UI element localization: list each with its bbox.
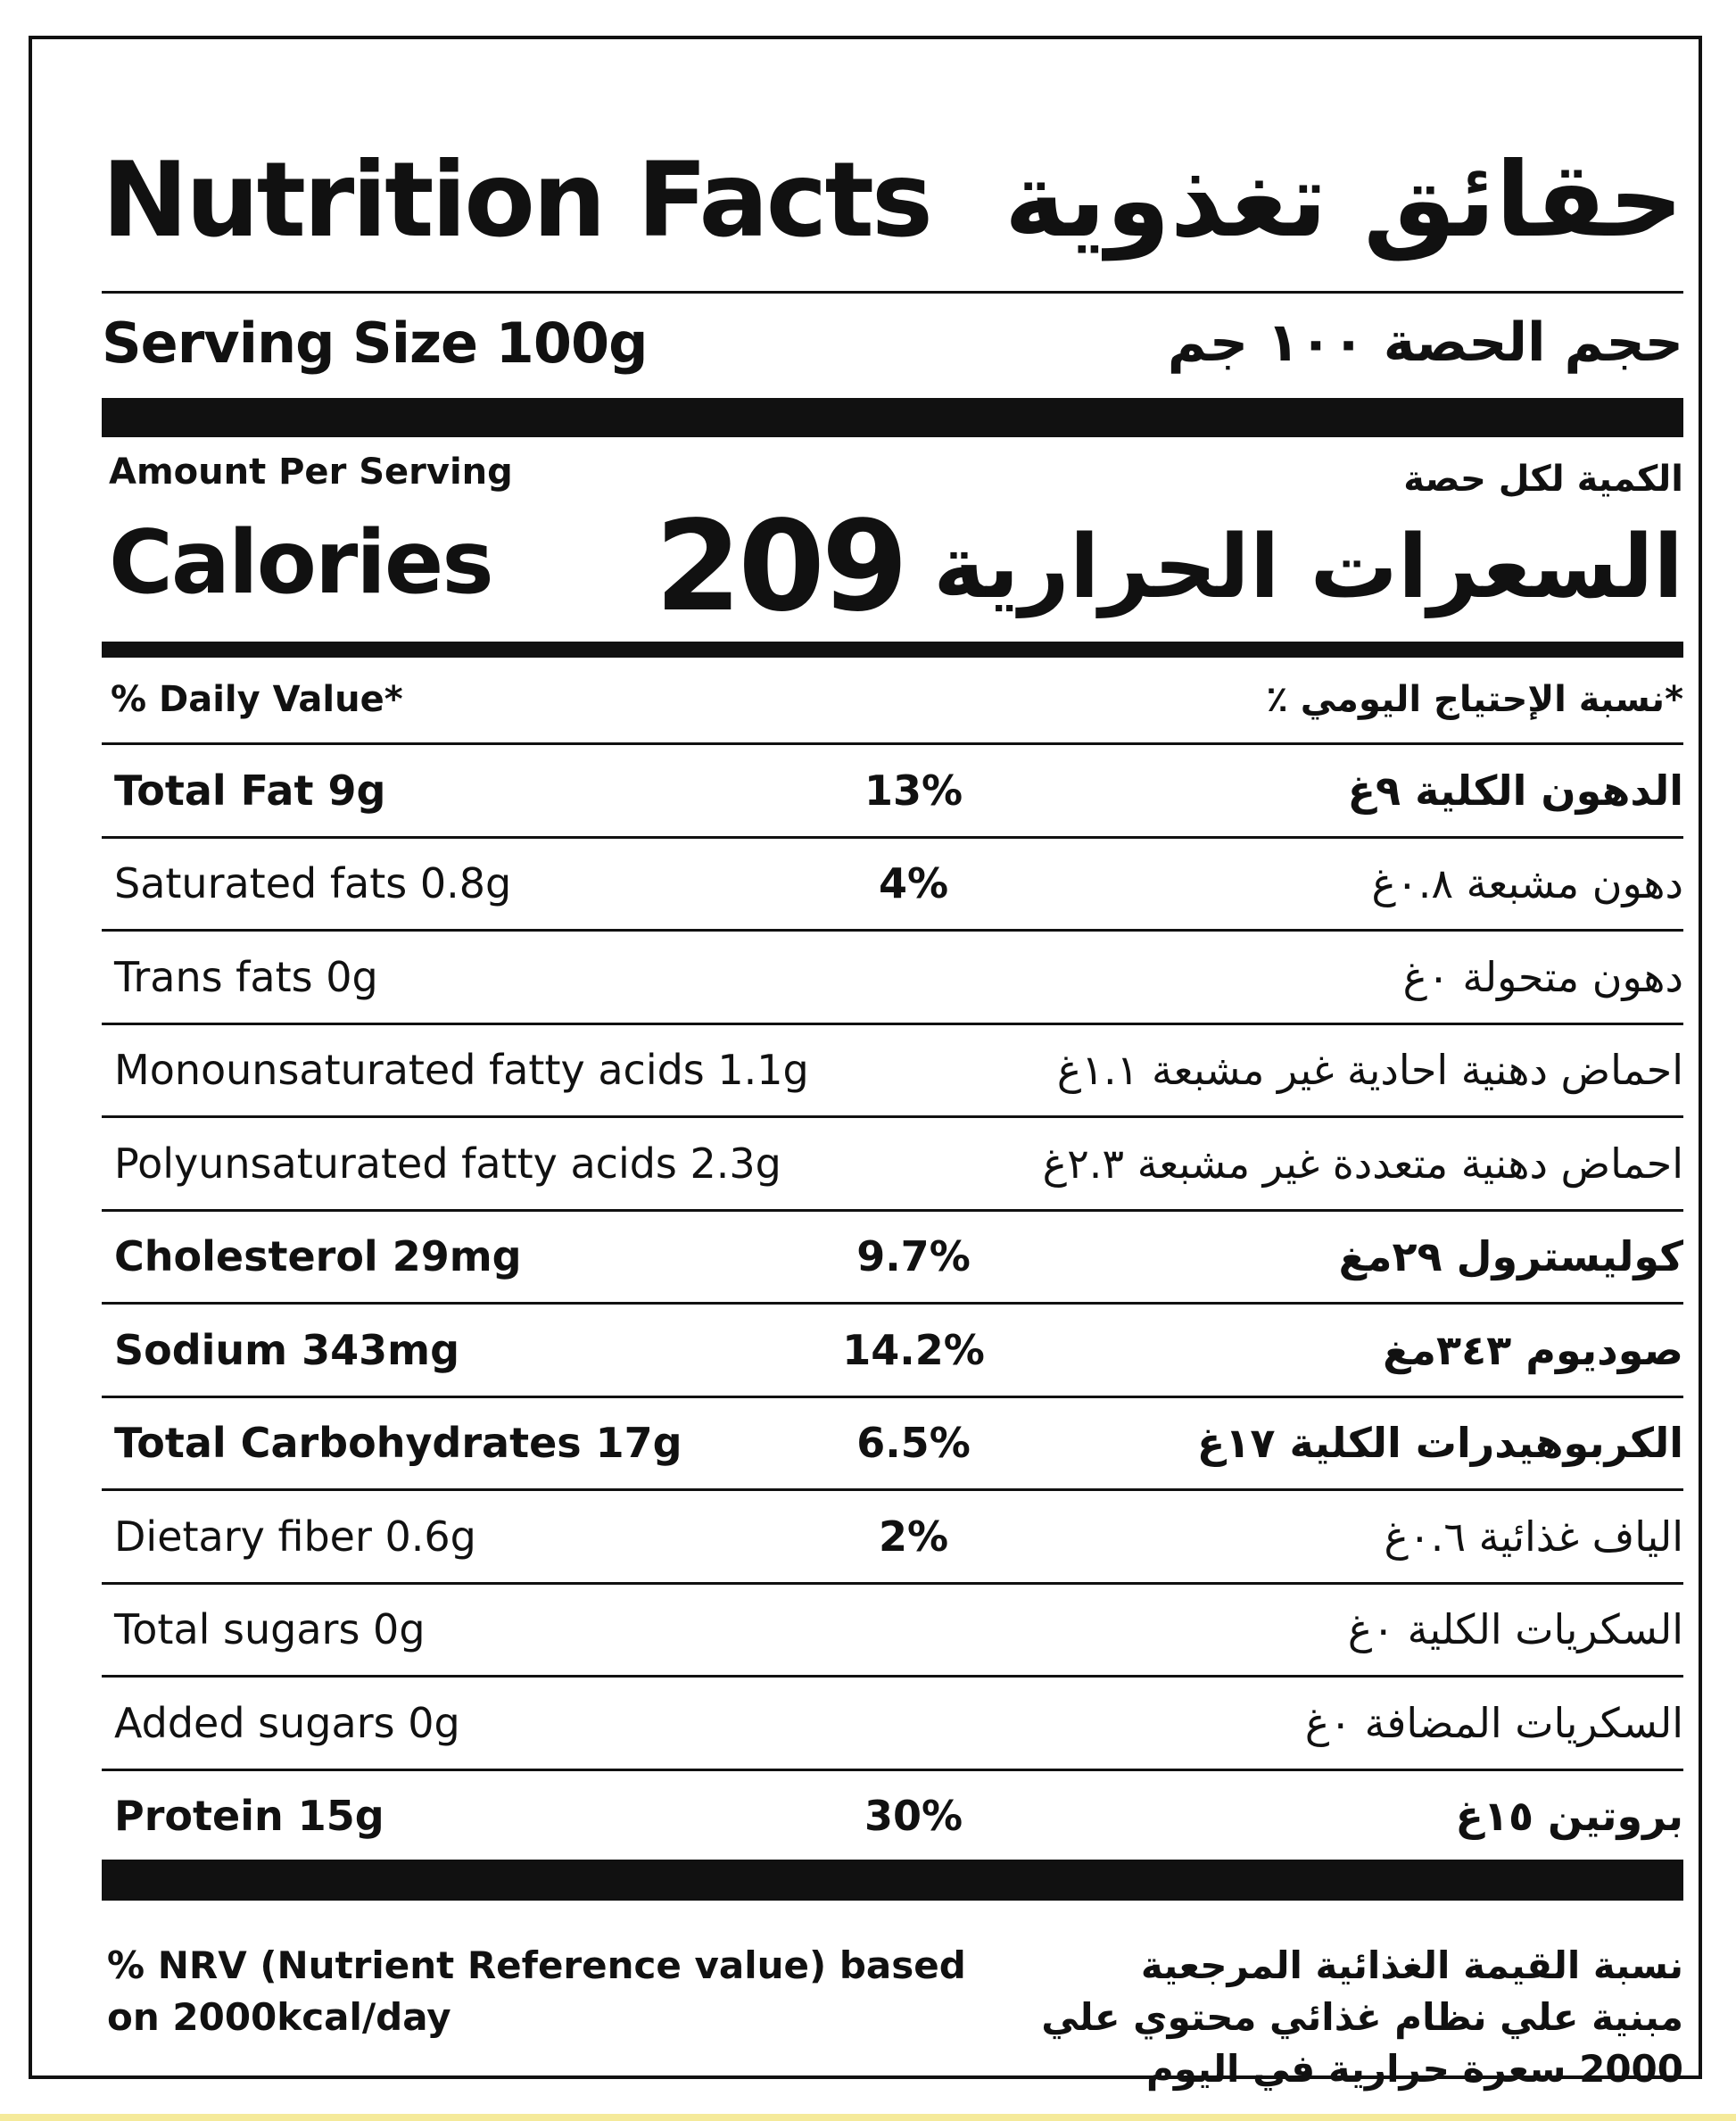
calories-label-english: Calories xyxy=(109,512,492,614)
serving-size-english: Serving Size 100g xyxy=(102,310,648,376)
divider-thick-bottom xyxy=(102,1860,1683,1901)
nutrient-name-arabic: كوليسترول ٢٩مغ xyxy=(1338,1232,1683,1280)
nutrient-daily-percent xyxy=(824,1118,1003,1208)
nutrient-name-english: Sodium 343mg xyxy=(114,1325,460,1374)
nutrient-daily-percent xyxy=(824,932,1003,1022)
nutrient-name-arabic: دهون مشبعة ٠.٨غ xyxy=(1371,859,1683,907)
bottom-strip xyxy=(0,2114,1736,2121)
divider-thin xyxy=(102,291,1683,294)
nutrient-name-arabic: السكريات المضافة ٠غ xyxy=(1304,1698,1683,1747)
nutrient-name-arabic: الياف غذائية ٠.٦غ xyxy=(1384,1512,1683,1561)
title-row xyxy=(102,133,1683,267)
nutrient-row xyxy=(102,1488,1683,1581)
nutrient-row xyxy=(102,836,1683,929)
serving-size-arabic: حجم الحصة ١٠٠ جم xyxy=(1167,311,1683,374)
nutrient-name-english: Cholesterol 29mg xyxy=(114,1232,522,1280)
nutrient-name-english: Polyunsaturated fatty acids 2.3g xyxy=(114,1139,781,1188)
nutrient-name-arabic: دهون متحولة ٠غ xyxy=(1402,952,1683,1001)
divider-thick xyxy=(102,398,1683,437)
nutrient-name-english: Added sugars 0g xyxy=(114,1698,460,1747)
nutrient-daily-percent: 14.2% xyxy=(842,1325,985,1374)
daily-value-header xyxy=(102,655,1683,744)
footnote-arabic: نسبة القيمة الغذائية المرجعية مبنية علي نظام غذائي محتوي علي 2000 سعرة حرارية في اليوم xyxy=(1041,1943,1683,2091)
calories-value: 209 xyxy=(655,494,905,640)
nutrient-name-english: Total Fat 9g xyxy=(114,766,386,815)
nutrient-daily-percent: 9.7% xyxy=(856,1232,971,1280)
calories-label-arabic: السعرات الحرارية xyxy=(933,517,1683,618)
nutrient-row xyxy=(102,929,1683,1022)
nutrient-name-english: Trans fats 0g xyxy=(114,952,378,1001)
nutrient-name-english: Dietary fiber 0.6g xyxy=(114,1512,476,1561)
nutrient-row xyxy=(102,1209,1683,1302)
nutrient-name-english: Monounsaturated fatty acids 1.1g xyxy=(114,1046,809,1094)
amount-per-serving-arabic: الكمية لكل حصة xyxy=(1403,459,1683,500)
nutrient-daily-percent: 13% xyxy=(864,766,963,815)
nutrient-daily-percent xyxy=(824,1585,1003,1675)
nutrient-row xyxy=(102,1769,1683,1861)
nutrient-name-english: Protein 15g xyxy=(114,1792,384,1840)
nutrient-daily-percent: 6.5% xyxy=(856,1419,971,1467)
footnote-english: % NRV (Nutrient Reference value) based on 2000kcal/day xyxy=(107,1943,966,2039)
nutrient-row xyxy=(102,1675,1683,1768)
nutrient-row xyxy=(102,1302,1683,1395)
nutrient-name-arabic: بروتين ١٥غ xyxy=(1455,1792,1683,1840)
nutrient-name-arabic: صوديوم ٣٤٣مغ xyxy=(1383,1325,1683,1374)
nutrient-row xyxy=(102,1396,1683,1488)
nutrient-daily-percent: 2% xyxy=(878,1512,949,1561)
nutrient-name-arabic: الدهون الكلية ٩غ xyxy=(1347,766,1683,815)
nutrient-daily-percent xyxy=(824,1678,1003,1768)
nutrient-row xyxy=(102,1582,1683,1675)
nutrient-name-arabic: احماض دهنية متعددة غير مشبعة ٢.٣غ xyxy=(1042,1139,1683,1188)
daily-value-english: % Daily Value* xyxy=(111,679,403,720)
nutrient-daily-percent xyxy=(824,1025,1003,1115)
nutrient-name-arabic: الكربوهيدرات الكلية ١٧غ xyxy=(1196,1419,1683,1467)
daily-value-arabic: *نسبة الإحتياج اليومي ٪ xyxy=(1266,679,1683,720)
title-arabic: حقائق تغذوية xyxy=(1004,139,1683,261)
nutrition-label xyxy=(29,36,1702,2091)
nutrient-daily-percent: 4% xyxy=(878,859,949,907)
nutrient-name-english: Saturated fats 0.8g xyxy=(114,859,512,907)
nutrient-row xyxy=(102,1115,1683,1208)
nutrient-name-arabic: احماض دهنية احادية غير مشبعة ١.١غ xyxy=(1056,1046,1683,1094)
serving-row xyxy=(102,298,1683,387)
nutrient-name-english: Total sugars 0g xyxy=(114,1605,426,1653)
amount-per-serving-english: Amount Per Serving xyxy=(109,452,513,493)
nutrient-row xyxy=(102,742,1683,835)
nutrient-name-english: Total Carbohydrates 17g xyxy=(114,1419,682,1467)
nutrient-daily-percent: 30% xyxy=(864,1792,963,1840)
title-english: Nutrition Facts xyxy=(102,139,930,261)
nutrient-row xyxy=(102,1023,1683,1115)
nutrient-name-arabic: السكريات الكلية ٠غ xyxy=(1347,1605,1683,1653)
